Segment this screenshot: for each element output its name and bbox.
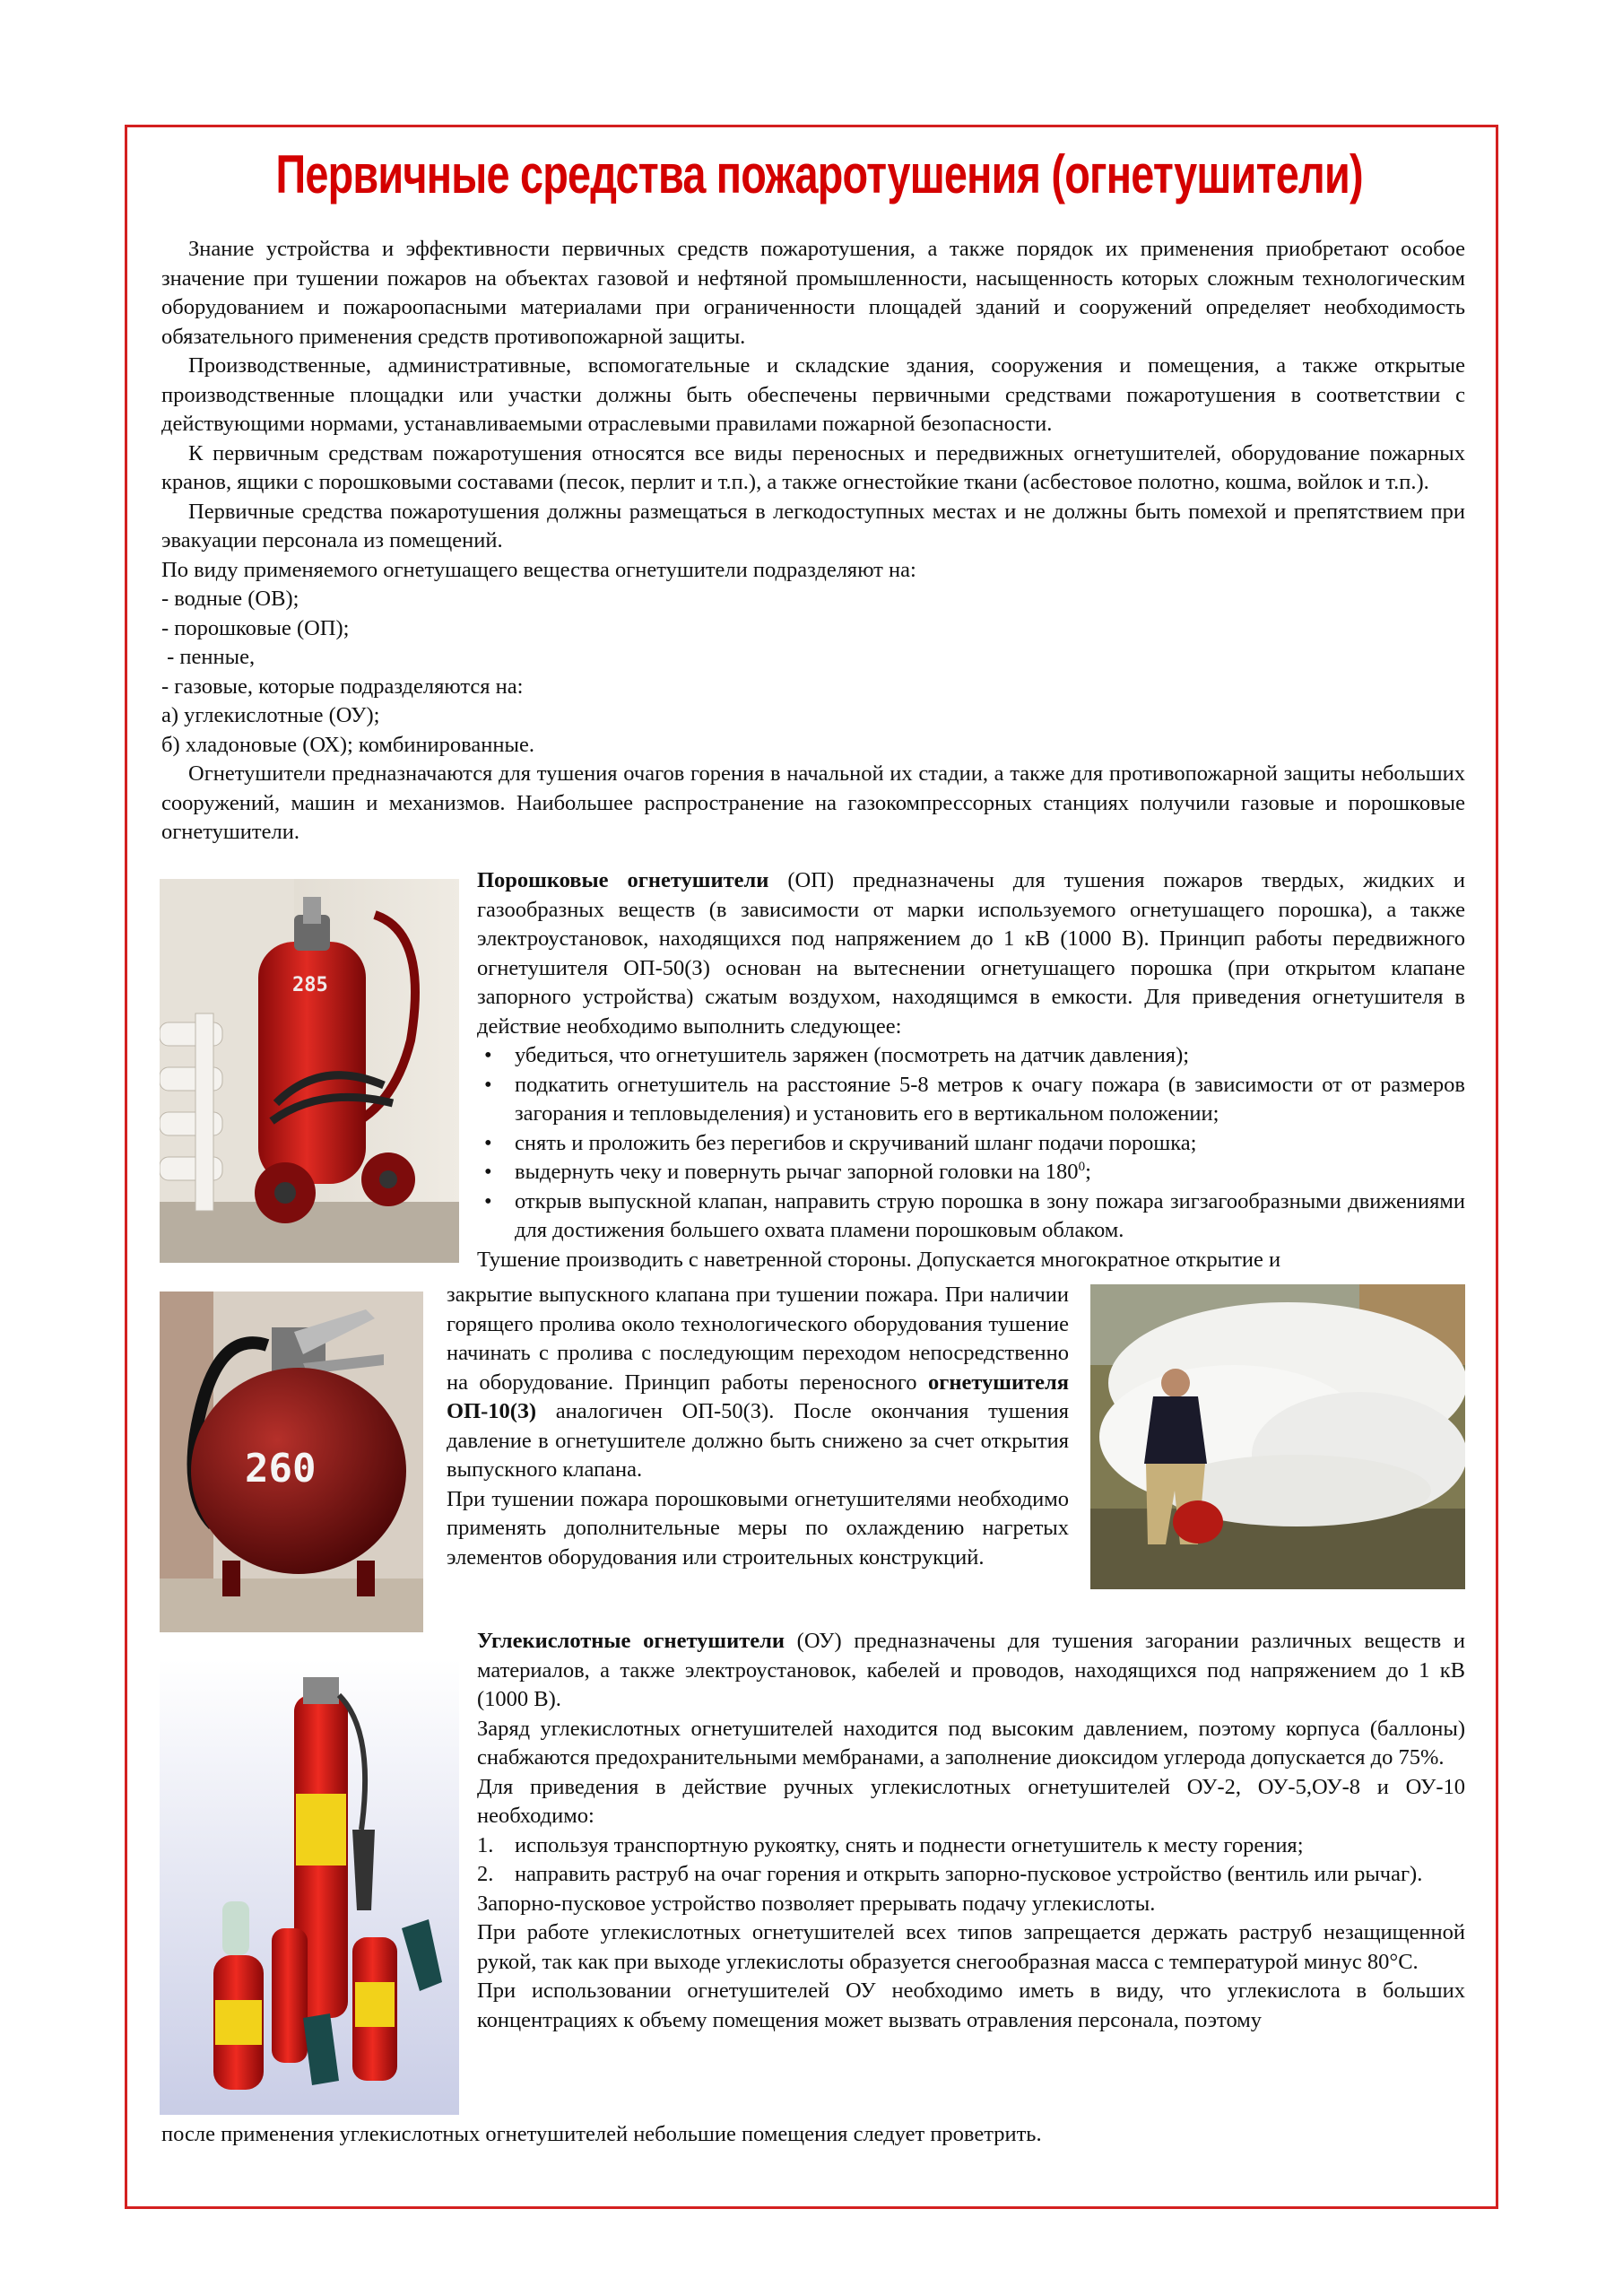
co2-final-line: после применения углекислотных огнетушителей небольшие помещения следует проветрить. [161, 2122, 1042, 2146]
list-item: • открыв выпускной клапан, направить струю порошка в зону пожара зигзагообразными движениями для достижения большего охвата пламени порошковым облаком. [515, 1187, 1465, 1246]
intro-paragraph: Производственные, административные, вспомогательные и складские здания, сооружения и помещения, а также открытые производственные площадки или участки должны быть обеспечены первичными средствами пожаротушения в соответствии с действующими нормами, устанавливаемыми отраслевыми правилами пожарной безопасности. [161, 353, 1465, 436]
intro-paragraph: Знание устройства и эффективности первичных средств пожаротушения, а также порядок их применения приобретают особое значение при тушении пожаров на объектах газовой и нефтяной промышленности, насыщенность которых сложным технологическим оборудованием и пожароопасными материалами при ограниченности площадей зданий и сооружений определяет необходимость обязательного применения средств противопожарной защиты. [161, 237, 1465, 349]
powder-section [477, 866, 1465, 1274]
types-item: - газовые, которые подразделяются на: [161, 674, 524, 699]
op50-number-label: 285 [292, 974, 328, 996]
powder-tail-line: Тушение производить с наветренной стороны. Допускается многократное открытие и [477, 1247, 1281, 1272]
list-item: 2. направить раструб на очаг горения и открыть запорно-пусковое устройство (вентиль или рычаг). [477, 1862, 1423, 1886]
list-item: • подкатить огнетушитель на расстояние 5-8 метров к очагу пожара (в зависимости от от размеров загорания и тепловыделения) и установить его в вертикальном положении; [515, 1071, 1465, 1129]
types-item: а) углекислотные (ОУ); [161, 703, 380, 727]
powder-steps-list [477, 1041, 1465, 1246]
powder-discharge-photo [1090, 1284, 1465, 1589]
powder-tail-rest: закрытие выпускного клапана при тушении пожара. При наличии горящего пролива около технологического оборудования тушение начинать с пролива с последующим переходом непосредственно на оборудование. Принцип работы переносного [447, 1283, 1069, 1395]
intro-paragraph: К первичным средствам пожаротушения относятся все виды переносных и передвижных огнетушителей, оборудование пожарных кранов, ящики с порошковыми составами (песок, перлит и т.п.), а также огнестойкие ткани (асбестовое полотно, кошма, войлок и т.п.). [161, 440, 1465, 494]
co2-heading: Углекислотные огнетушители [477, 1629, 785, 1653]
types-item: - пенные, [161, 645, 256, 669]
list-item: • выдернуть чеку и повернуть рычаг запорной головки на $180^0$; [515, 1158, 1465, 1187]
list-item: 1. используя транспортную рукоятку, снять и поднести огнетушитель к месту горения; [477, 1832, 1304, 1857]
co2-warning-paragraph: При работе углекислотных огнетушителей всех типов запрещается держать раструб незащищенной рукой, так как при выходе углекислоты образуется снегообразная масса с температурой минус 80°С. [477, 1920, 1465, 1974]
powder-heading: Порошковые огнетушители [477, 868, 769, 892]
op10-text: аналогичен ОП-50(З). После окончания тушения давление в огнетушителе должно быть снижено за счет открытия выпускного клапана. [447, 1399, 1069, 1482]
types-item: - водные (ОВ); [161, 587, 299, 611]
op10-heading: огнетушителя ОП-10(З) [447, 1370, 1069, 1423]
cooling-paragraph: При тушении пожара порошковыми огнетушителями необходимо применять дополнительные меры по охлаждению нагретых элементов оборудования или строительных конструкций. [447, 1486, 1069, 1570]
powder-continued [447, 1281, 1069, 1572]
co2-section [477, 1627, 1465, 2035]
co2-valve-paragraph: Запорно-пусковое устройство позволяет прерывать подачу углекислоты. [477, 1891, 1156, 1916]
op50-extinguisher-photo [160, 879, 459, 1263]
co2-text: (ОУ) предназначены для тушения загорании различных веществ и материалов, а также электроустановок, кабелей и проводов, находящихся под напряжением до 1 кВ (1000 В). [477, 1629, 1465, 1711]
co2-lead: Для приведения в действие ручных углекислотных огнетушителей ОУ-2, ОУ-5,ОУ-8 и ОУ-10 необходимо: [477, 1774, 1465, 1828]
co2-extinguishers-photo [160, 1659, 459, 2115]
op10-number-label: 260 [245, 1446, 317, 1492]
types-item: б) хладоновые (ОХ); комбинированные. [161, 732, 534, 757]
list-item: • снять и проложить без перегибов и скручиваний шланг подачи порошка; [515, 1129, 1465, 1159]
page-title: Первичные средства пожаротушения (огнетушители) [275, 144, 1363, 204]
co2-steps-list [477, 1831, 1465, 1890]
intro-paragraph: Первичные средства пожаротушения должны размещаться в легкодоступных местах и не должны быть помехой и препятствием при эвакуации персонала из помещений. [161, 499, 1465, 552]
intro-section [161, 235, 1465, 848]
co2-charge-paragraph: Заряд углекислотных огнетушителей находится под высоким давлением, поэтому корпуса (баллоны) снабжаются предохранительными мембранами, а заполнение диоксидом углерода допускается до 75%. [477, 1716, 1465, 1770]
types-lead: По виду применяемого огнетушащего вещества огнетушители подразделяют на: [161, 557, 916, 582]
list-item: • убедиться, что огнетушитель заряжен (посмотреть на датчик давления); [515, 1041, 1465, 1071]
types-item: - порошковые (ОП); [161, 615, 350, 640]
op10-extinguisher-photo [160, 1292, 423, 1632]
purpose-paragraph: Огнетушители предназначаются для тушения очагов горения в начальной их стадии, а также для противопожарной защиты небольших сооружений, машин и механизмов. Наибольшее распространение на газокомпрессорных станциях получили газовые и порошковые огнетушители. [161, 761, 1465, 844]
powder-text: (ОП) предназначены для тушения пожаров твердых, жидких и газообразных веществ (в зависимости от марки используемого огнетушащего порошка), а также электроустановок, находящихся под напряжением до 1 кВ (1000 В). Принцип работы передвижного огнетушителя ОП-50(З) основан на вытеснении огнетушащего порошка (при открытом клапане запорного устройства) сжатым воздухом, находящимся в емкости. Для приведения огнетушителя в действие необходимо выполнить следующее: [477, 868, 1465, 1039]
co2-poison-paragraph: При использовании огнетушителей ОУ необходимо иметь в виду, что углекислота в больших концентрациях к объему помещения может вызвать отравления персонала, поэтому [477, 1979, 1465, 2032]
